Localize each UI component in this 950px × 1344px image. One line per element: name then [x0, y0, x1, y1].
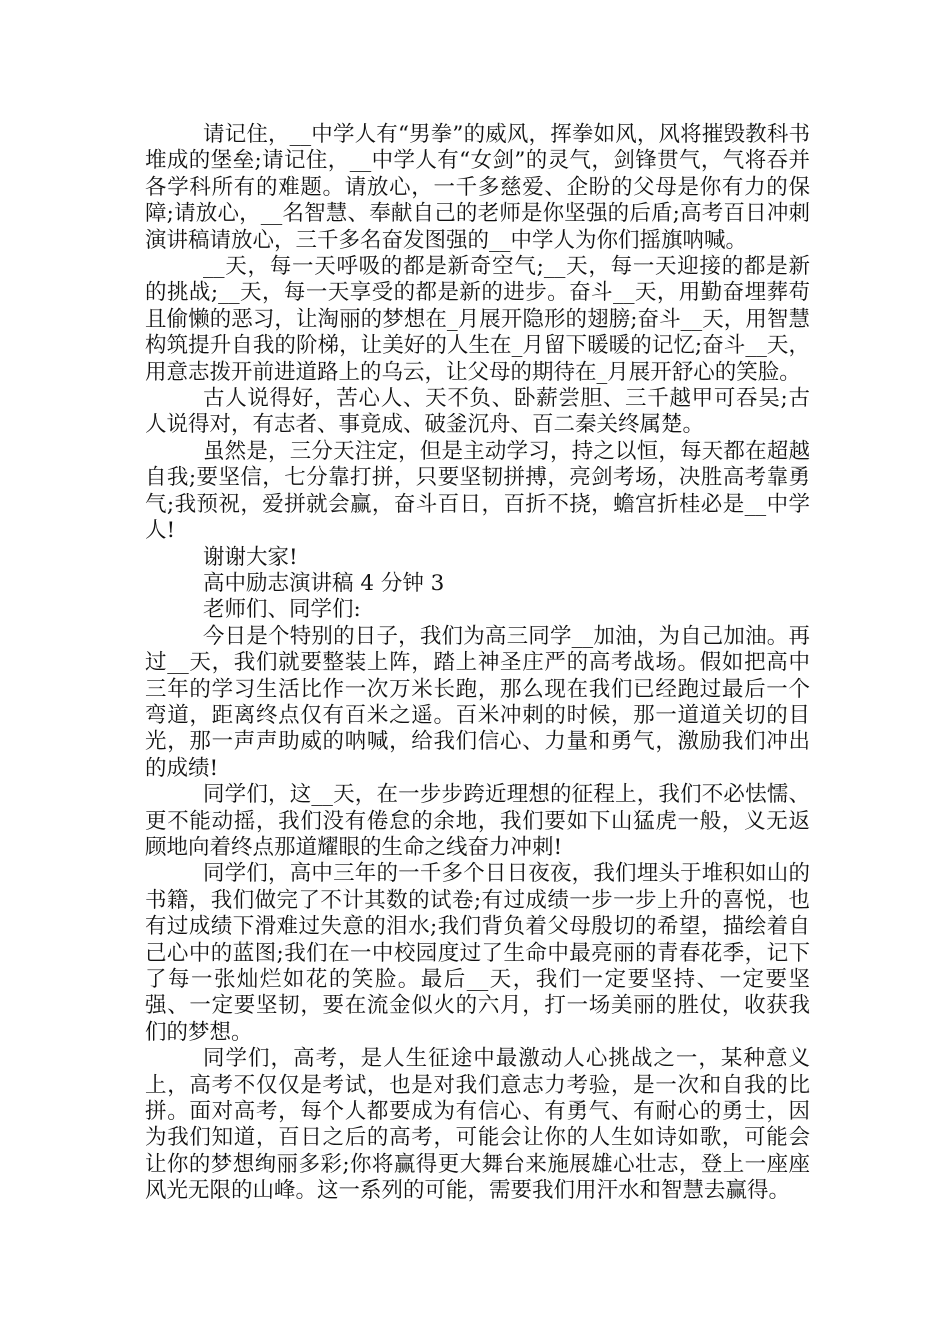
salutation: 老师们、同学们:: [203, 597, 361, 623]
paragraph-classmates-1: 同学们，这__天，在一步步跨近理想的征程上，我们不必怯懦、更不能动摇，我们没有倦怠的余地，我们要如下山猛虎一般，义无返顾地向着终点那道耀眼的生命之线奋力冲刺!: [145, 782, 810, 860]
document-body: [145, 122, 810, 1205]
paragraph-today: 今日是个特别的日子，我们为高三同学__加油，为自己加油。再过__天，我们就要整装上阵，踏上神圣庄严的高考战场。假如把高中三年的学习生活比作一次万米长跑，那么现在我们已经跑过最后一个弯道，距离终点仅有百米之遥。百米冲刺的时候，那一道道关切的目光，那一声声助威的呐喊，给我们信心、力量和勇气，激励我们冲出的成绩!: [145, 623, 810, 781]
paragraph-although: 虽然是，三分天注定，但是主动学习，持之以恒，每天都在超越自我;要坚信，七分靠打拼，只要坚韧拼搏，亮剑考场，决胜高考靠勇气;我预祝，爱拼就会赢，奋斗百日，百折不挠，蟾宫折桂必是__中学人!: [145, 438, 810, 544]
paragraph-thanks: 谢谢大家!: [203, 544, 298, 570]
paragraph-classmates-3: 同学们，高考，是人生征途中最激动人心挑战之一，某种意义上，高考不仅仅是考试，也是对我们意志力考验，是一次和自我的比拼。面对高考，每个人都要成为有信心、有勇气、有耐心的勇士，因为我们知道，百日之后的高考，可能会让你的人生如诗如歌，可能会让你的梦想绚丽多彩;你将赢得更大舞台来施展雄心壮志，登上一座座风光无限的山峰。这一系列的可能，需要我们用汗水和智慧去赢得。: [145, 1046, 810, 1204]
section-heading: 高中励志演讲稿 4 分钟 3: [203, 570, 445, 596]
paragraph-ancients: 古人说得好，苦心人、天不负、卧薪尝胆、三千越甲可吞吴;古人说得对，有志者、事竟成、破釜沉舟、百二秦关终属楚。: [145, 386, 810, 438]
paragraph-classmates-2: 同学们，高中三年的一千多个日日夜夜，我们埋头于堆积如山的书籍，我们做完了不计其数的试卷;有过成绩一步一步上升的喜悦，也有过成绩下滑难过失意的泪水;我们背负着父母殷切的希望，描绘着自己心中的蓝图;我们在一中校园度过了生命中最亮丽的青春花季，记下了每一张灿烂如花的笑脸。最后__天，我们一定要坚持、一定要坚强、一定要坚韧，要在流金似火的六月，打一场美丽的胜仗，收获我们的梦想。: [145, 861, 810, 1045]
paragraph-days: __天，每一天呼吸的都是新奇空气;__天，每一天迎接的都是新的挑战;__天，每一天享受的都是新的进步。奋斗__天，用勤奋埋葬苟且偷懒的恶习，让淘丽的梦想在_月展开隐形的翅膀;奋斗__天，用智慧构筑提升自我的阶梯，让美好的人生在_月留下暖暖的记忆;奋斗__天，用意志拨开前进道路上的乌云，让父母的期待在_月展开舒心的笑脸。: [145, 254, 810, 385]
paragraph-remember: 请记住，__中学人有“男拳”的威风，挥拳如风，风将摧毁教科书堆成的堡垒;请记住，__中学人有“女剑”的灵气，剑锋贯气，气将吞并各学科所有的难题。请放心，一千多慈爱、企盼的父母是你有力的保障;请放心，__名智慧、奉献自己的老师是你坚强的后盾;高考百日冲刺演讲稿请放心，三千多名奋发图强的__中学人为你们摇旗呐喊。: [145, 122, 810, 253]
